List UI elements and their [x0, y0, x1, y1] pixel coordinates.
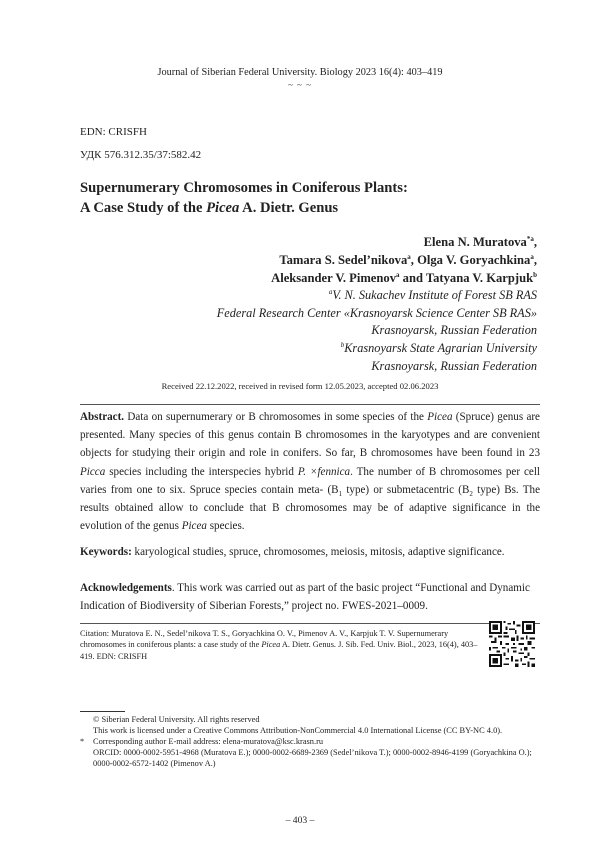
journal-header: Journal of Siberian Federal University. Biology 2023 16(4): 403–419: [157, 67, 443, 78]
copyright-note: © Siberian Federal University. All rights reserved: [93, 715, 260, 724]
orcid-note: ORCID: 0000-0002-5951-4968 (Muratova E.); 0000-0002-6689-2369 (Sedel’nikova T.); 0000-0002-8946-4199 (Goryachkina O.); 0000-0002-6572-1402 (Pimenov A.): [93, 748, 532, 768]
affiliation-b-line-1: $^b$Krasnoyarsk State Agrarian University: [340, 341, 537, 356]
udk-code: УДК 576.312.35/37:582.42: [80, 149, 202, 161]
affiliation-a-line-1: $^a$V. N. Sukachev Institute of Forest SB RAS: [328, 287, 537, 302]
title-line-2: A Case Study of the Picea A. Dietr. Genus: [80, 200, 339, 216]
affiliations: [217, 287, 537, 376]
author-line-3: Aleksander V. Pimenov$^a$ and Tatyana V. Karpjuk$^b$: [271, 270, 537, 285]
qr-code-icon: [489, 621, 535, 667]
affiliation-a-line-2: Federal Research Center «Krasnoyarsk Science Center SB RAS»: [216, 305, 537, 320]
corresponding-note: * Corresponding author E-mail address: elena-muratova@ksc.krasn.ru: [80, 737, 324, 746]
page-number: – 403 –: [285, 815, 315, 826]
received-dates: Received 22.12.2022, received in revised form 12.05.2023, accepted 02.06.2023: [161, 381, 439, 391]
citation: Citation: Muratova E. N., Sedel’nikova T. S., Goryachkina O. V., Pimenov A. V., Karpjuk T. V. Supernumerary chromosomes in coniferous plants: a case study of the Picea A. Dietr. Genus. J. Sib. Fed. Univ. Biol., 2023, 16(4), 403–419. EDN: CRISFH: [80, 629, 478, 661]
edn-code: EDN: CRISFH: [80, 126, 147, 138]
affiliation-a-line-3: Krasnoyarsk, Russian Federation: [371, 323, 537, 338]
footnotes: [80, 714, 540, 769]
keywords: Keywords: karyological studies, spruce, chromosomes, meiosis, mitosis, adaptive significance.: [80, 546, 505, 558]
license-note: This work is licensed under a Creative Commons Attribution-NonCommercial 4.0 International License (CC BY-NC 4.0).: [93, 726, 503, 735]
abstract: Abstract. Data on supernumerary or B chromosomes in some species of the Picea (Spruce) genus are presented. Many species of this genus contain B chromosomes in the karyotypes and are convenient objects for studying their origin and role in conifers. So far, B chromosomes have been found in 23 Picca species including the interspecies hybrid P. ×fennica. The number of B chromosomes per cell varies from one to six. Spruce species contain meta- ($B_1$ type) or submetacentric ($B_2$ type) Bs. The results obtained allow to conclude that B chromosomes may be of adaptive significance in the evolution of the genus Picea species.: [80, 411, 540, 533]
divider: [80, 404, 540, 405]
author-line-1: Elena N. Muratova$^{*a}$,: [423, 234, 537, 249]
divider: [80, 623, 540, 624]
affiliation-b-line-2: Krasnoyarsk, Russian Federation: [371, 358, 537, 373]
acknowledgements: Acknowledgements. This work was carried out as part of the basic project “Functional and Dynamic Indication of Biodiversity of Siberian Forests,” project no. FWES-2021–0009.: [80, 582, 530, 613]
footnote-divider: [80, 711, 125, 712]
author-line-2: Tamara S. Sedel’nikova$^a$, Olga V. Goryachkina$^a$,: [279, 252, 537, 267]
author-list: [271, 233, 537, 287]
header-ornament: ~ ~ ~: [287, 80, 313, 90]
paper-title: [80, 178, 408, 218]
title-line-1: Supernumerary Chromosomes in Coniferous Plants:: [80, 180, 408, 196]
